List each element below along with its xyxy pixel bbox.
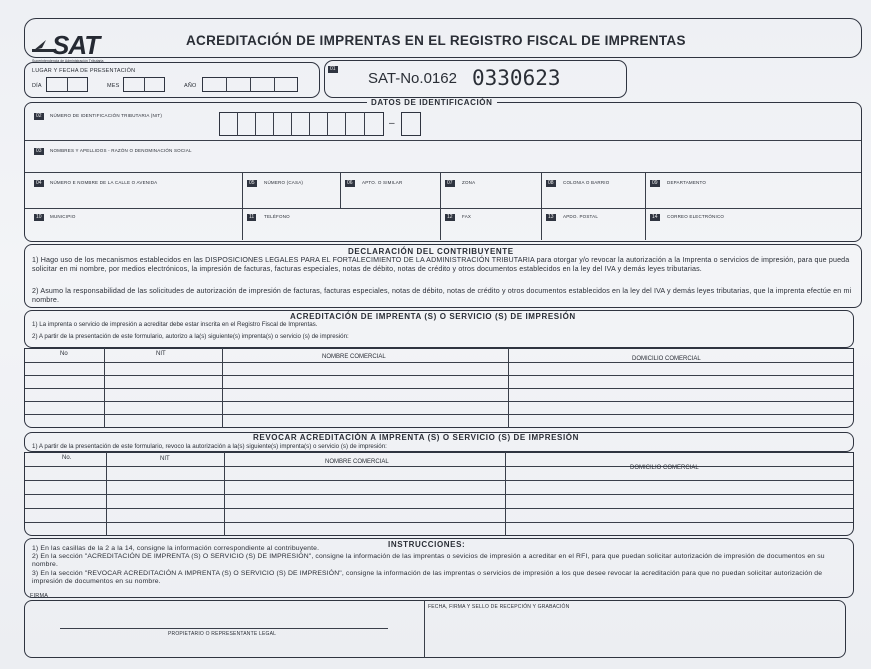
accreditation-note-1: 1) La imprenta o servicio de impresión a acreditar debe estar inscrita en el Registro Fiscal de Imprentas. — [32, 321, 318, 328]
phone-label: TELÉFONO — [264, 214, 290, 219]
field-04-number: 04 — [36, 180, 42, 186]
house-label: NÚMERO (CASA) — [264, 180, 304, 185]
field-07-number: 07 — [447, 180, 453, 186]
accreditation-col-no: No — [60, 351, 68, 357]
field-01-number: 01 — [330, 66, 336, 72]
logo-text: SAT — [52, 30, 100, 60]
zone-label: ZONA — [462, 180, 476, 185]
fax-label: FAX — [462, 214, 472, 219]
nit-dash: – — [389, 118, 395, 129]
accreditation-title: ACREDITACIÓN DE IMPRENTA (S) O SERVICIO (S) DE IMPRESIÓN — [290, 312, 576, 321]
revocation-col-nit: NIT — [160, 456, 170, 462]
accreditation-col-address: DOMICILIO COMERCIAL — [632, 356, 701, 362]
field-02-number: 02 — [36, 113, 42, 119]
form-number-value: 0330623 — [472, 66, 561, 90]
field-13-number: 13 — [548, 214, 554, 220]
names-field[interactable] — [25, 140, 861, 172]
identification-title: DATOS DE IDENTIFICACIÓN — [367, 98, 497, 107]
presentation-label: LUGAR Y FECHA DE PRESENTACIÓN — [32, 68, 136, 74]
month-label: MES — [107, 83, 120, 89]
accreditation-note-2: 2) A partir de la presentación de este formulario, autorizo a la(s) siguiente(s) imprenta(s) o servicio (s) de impresión: — [32, 333, 349, 340]
field-09-number: 09 — [652, 180, 658, 186]
declaration-paragraph-2: 2) Asumo la responsabilidad de las solicitudes de autorización de impresión de facturas, facturas especiales, notas de débito, notas de crédito y otros documentos establecidos en la ley del IVA y demás leyes tributarias, que la imprenta efectúe en mi nombre. — [32, 287, 852, 304]
accreditation-col-nit: NIT — [156, 351, 166, 357]
logo-subtext: Superintendencia de Administración Tributaria — [32, 59, 104, 63]
declaration-title: DECLARACIÓN DEL CONTRIBUYENTE — [348, 247, 514, 256]
form-title: ACREDITACIÓN DE IMPRENTAS EN EL REGISTRO FISCAL DE IMPRENTAS — [186, 33, 686, 48]
field-11-number: 11 — [249, 214, 255, 220]
revocation-col-address: DOMICILIO COMERCIAL — [630, 465, 699, 471]
day-label: DÍA — [32, 83, 42, 89]
nit-field[interactable] — [219, 112, 384, 136]
instruction-2: 2) En la sección "ACREDITACIÓN DE IMPRENTA (S) O SERVICIO (S) DE IMPRESIÓN", consigne la información de las imprentas o sevicios de impresión a acreditar en el RFI, para que puedan solicitar autorización de impresión de documentos en su nombre. — [32, 553, 825, 568]
street-label: NÚMERO E NOMBRE DE LA CALLE O AVENIDA — [50, 180, 158, 185]
nit-label: NÚMERO DE IDENTIFICACIÓN TRIBUTARIA (NIT) — [50, 113, 163, 118]
reception-field[interactable] — [426, 602, 844, 656]
field-03-number: 03 — [36, 148, 42, 154]
nit-verifier-field[interactable] — [401, 112, 421, 136]
instruction-3: 3) En la sección "REVOCAR ACREDITACIÓN A IMPRENTA (S) O SERVICIO (S) DE IMPRESIÓN", consigne la información de las imprentas o servicios de impresión a los que desee revocar la acreditación para que no puedan solicitar autorización de impresión de documentos en su nombre. — [32, 570, 823, 585]
field-08-number: 08 — [548, 180, 554, 186]
field-14-number: 14 — [652, 214, 658, 220]
postal-label: APDO. POSTAL — [563, 214, 599, 219]
revocation-col-name: NOMBRE COMERCIAL — [325, 459, 389, 465]
accreditation-col-name: NOMBRE COMERCIAL — [322, 354, 386, 360]
field-10-number: 10 — [36, 214, 42, 220]
owner-label: PROPIETARIO O REPRESENTANTE LEGAL — [168, 631, 277, 637]
form-number-prefix: SAT-No.0162 — [368, 70, 457, 87]
signature-label: FIRMA — [30, 593, 49, 599]
email-label: CORREO ELECTRÓNICO — [667, 214, 725, 219]
field-12-number: 12 — [447, 214, 453, 220]
field-05-number: 05 — [249, 180, 255, 186]
revocation-col-no: No. — [62, 455, 72, 461]
dept-label: DEPARTAMENTO — [667, 180, 707, 185]
year-label: AÑO — [184, 83, 197, 89]
revocation-title: REVOCAR ACREDITACIÓN A IMPRENTA (S) O SERVICIO (S) DE IMPRESIÓN — [253, 433, 579, 442]
apt-label: APTO. O SIMILAR — [362, 180, 403, 185]
colony-label: COLONIA O BARRIO — [563, 180, 610, 185]
instruction-1: 1) En las casillas de la 2 a la 14, consigne la información correspondiente al contribuyente. — [32, 545, 320, 552]
instructions-title: INSTRUCCIONES: — [388, 540, 466, 549]
field-06-number: 06 — [347, 180, 353, 186]
signature-field[interactable] — [26, 602, 422, 656]
reception-label: FECHA, FIRMA Y SELLO DE RECEPCIÓN Y GRABACIÓN — [428, 604, 570, 610]
muni-label: MUNICIPIO — [50, 214, 76, 219]
declaration-paragraph-1: 1) Hago uso de los mecanismos establecidos en las DISPOSICIONES LEGALES PARA EL FORTALECIMIENTO DE LA ADMINISTRACIÓN TRIBUTARIA para otorgar y/o revocar la autorización a la Imprenta o servicios de impresión, para que pueda solicitar en mi nombre, por medios electrónicos, la impresión de facturas, facturas especiales, notas de débito, notas de crédito y otros documentos establecidos en la ley del IVA y demás leyes tributarias. — [32, 256, 850, 273]
names-label: NOMBRES Y APELLIDOS - RAZÓN O DENOMINACIÓN SOCIAL — [50, 148, 192, 153]
revocation-note-1: 1) A partir de la presentación de este formulario, revoco la autorización a la(s) siguiente(s) imprenta(s) o servicio (s) de impresión: — [32, 443, 387, 450]
